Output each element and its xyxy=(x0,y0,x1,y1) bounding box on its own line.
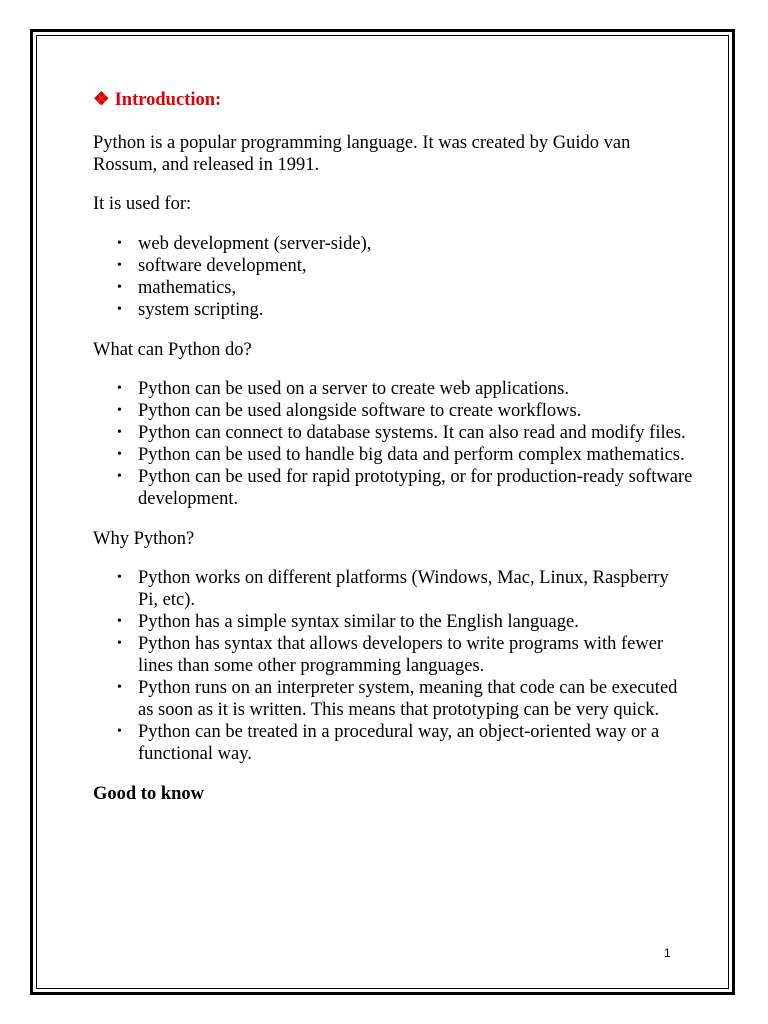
list-item: • Python can connect to database systems. It can also read and modify files. xyxy=(93,422,693,444)
list-item: • mathematics, xyxy=(93,277,693,299)
list-item: • system scripting. xyxy=(93,299,693,321)
list-item: • Python has syntax that allows developers to write programs with fewer lines than some other programming languages. xyxy=(93,633,693,677)
heading-text: Introduction: xyxy=(114,90,222,110)
list-item: • Python can be used for rapid prototyping, or for production-ready software development. xyxy=(93,466,693,510)
list-item: • Python can be used to handle big data and perform complex mathematics. xyxy=(93,444,693,466)
diamond-bullet-icon: ❖ xyxy=(93,90,110,110)
what-can-heading: What can Python do? xyxy=(93,340,252,360)
page-number: 1 xyxy=(664,946,671,960)
intro-paragraph: Python is a popular programming language. It was created by Guido van Rossum, and released in 1991. xyxy=(93,133,631,175)
section-heading xyxy=(93,86,693,114)
list-item: • Python runs on an interpreter system, meaning that code can be executed as soon as it is written. This means that prototyping can be very quick. xyxy=(93,677,693,721)
why-list xyxy=(93,567,693,765)
list-item: • Python can be used alongside software to create workflows. xyxy=(93,400,693,422)
list-item: • web development (server-side), xyxy=(93,233,693,255)
uses-intro: It is used for: xyxy=(93,194,192,214)
good-to-know-heading: Good to know xyxy=(93,784,205,804)
uses-list xyxy=(93,233,693,321)
what-can-list xyxy=(93,378,693,510)
list-item: • Python can be used on a server to create web applications. xyxy=(93,378,693,400)
why-heading: Why Python? xyxy=(93,529,195,549)
list-item: • Python can be treated in a procedural way, an object-oriented way or a functional way. xyxy=(93,721,693,765)
document-body xyxy=(93,86,693,805)
list-item: • Python has a simple syntax similar to the English language. xyxy=(93,611,693,633)
list-item: • software development, xyxy=(93,255,693,277)
list-item: • Python works on different platforms (Windows, Mac, Linux, Raspberry Pi, etc). xyxy=(93,567,693,611)
